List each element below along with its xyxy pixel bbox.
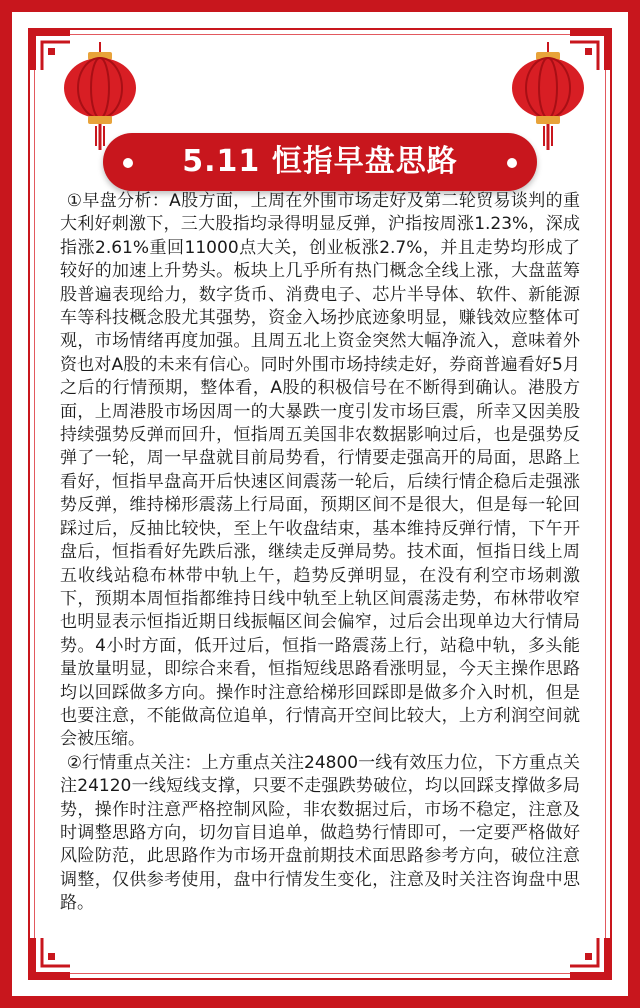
article-body xyxy=(60,190,580,916)
paragraph-key-levels: ②行情重点关注：上方重点关注24800一线有效压力位，下方重点关注24120一线短线支撑，只要不走强跌势破位，均以回踩支撑做多局势，操作时注意严格控制风险，非农数据过后，市场不稳定，注意及时调整思路方向，切勿盲目追单，做趋势行情即可，一定要严格做好风险防范，此思路作为市场开盘前期技术面思路参考方向，破位注意调整，仅供参考使用，盘中行情发生变化，注意及时关注咨询盘中思路。 xyxy=(60,752,580,914)
corner-ornament-icon xyxy=(26,936,72,982)
corner-ornament-icon xyxy=(568,936,614,982)
title-banner xyxy=(103,133,537,191)
page-title: 5.11 恒指早盘思路 xyxy=(182,144,458,179)
paragraph-early-analysis: ①早盘分析：A股方面，上周在外围市场走好及第二轮贸易谈判的重大利好刺激下，三大股指均录得明显反弹，沪指按周涨1.23%，深成指涨2.61%重回11000点大关，创业板涨2.7%，并且走势均形成了较好的加速上升势头。板块上几乎所有热门概念全线上涨，大盘蓝筹股普遍表现给力，数字货币、消费电子、芯片半导体、软件、新能源车等科技概念股尤其强势，资金入场抄底迹象明显，赚钱效应整体可观，市场情绪再度加强。且周五北上资金突然大幅净流入，意味着外资也对A股的未来有信心。同时外围市场持续走好，券商普遍看好5月之后的行情预期，整体看，A股的积极信号在不断得到确认。港股方面，上周港股市场因周一的大暴跌一度引发市场巨震，所幸又因美股持续强势反弹而回升，恒指周五美国非农数据影响过后，也是强势反弹了一轮，周一早盘就目前局势看，行情要走强高开的局面，思路上看好，恒指早盘高开后快速区间震荡一轮后，后续行情企稳后走强涨势反弹，维持梯形震荡上行局面，预期区间不是很大，但是每一轮回踩过后，反抽比较快，至上午收盘结束，基本维持反弹行情，下午开盘后，恒指看好先跌后涨，继续走反弹局势。技术面，恒指日线上周五收线站稳布林带中轨上午，趋势反弹明显，在没有利空市场刺激下，预期本周恒指都维持日线中轨至上轨区间震荡走势，布林带收窄也明显表示恒指近期日线振幅区间会偏窄，过后会出现单边大行情局势。4小时方面，低开过后，恒指一路震荡上行，站稳中轨，多头能量放量明显，即综合来看，恒指短线思路看涨明显，今天主操作思路均以回踩做多方向。操作时注意给梯形回踩即是做多介入时机，但是也要注意，不能做高位追单，行情高开空间比较大，上方利润空间就会被压缩。 xyxy=(60,191,580,750)
